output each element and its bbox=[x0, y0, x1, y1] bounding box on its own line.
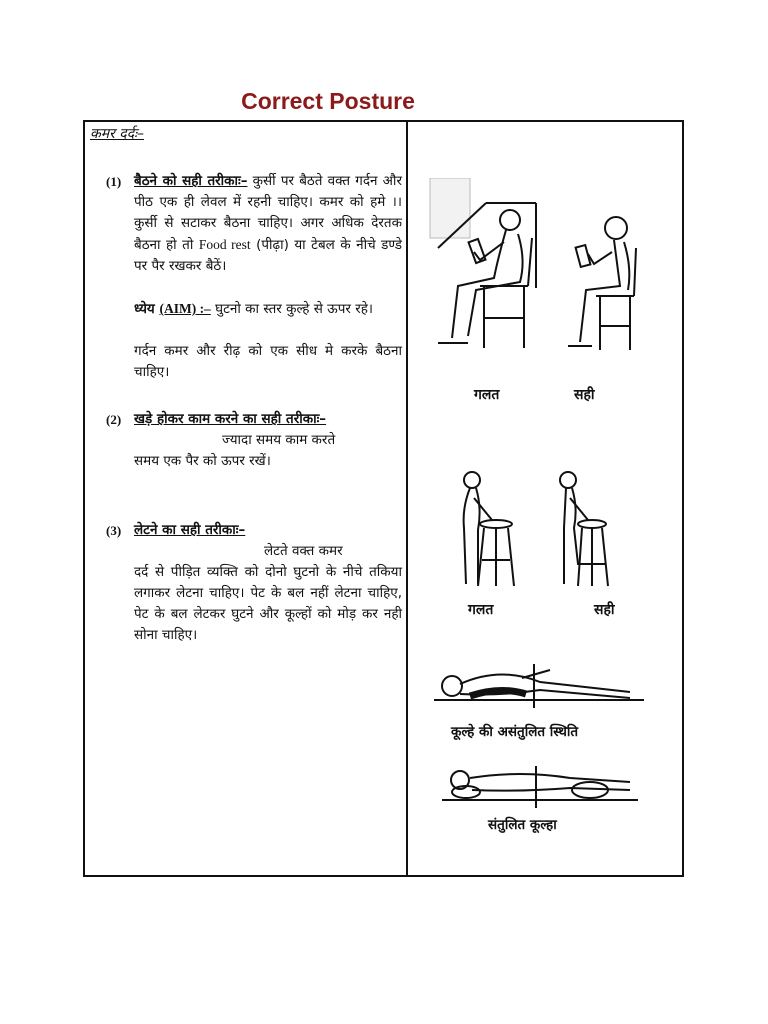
standing-title: खड़े होकर काम करने का सही तरीकाः– bbox=[134, 411, 327, 427]
sitting-text-b: (पीढ़ा) या टेबल के नीचे डण्डे पर पैर रखकर बैठें। bbox=[134, 237, 403, 274]
lying-title: लेटने का सही तरीकाः– bbox=[134, 522, 246, 538]
section-standing bbox=[90, 409, 402, 472]
lying-balanced-illustration bbox=[440, 762, 640, 812]
caption-lying-unbalanced: कूल्हे की असंतुलित स्थिति bbox=[451, 724, 579, 740]
caption-stand-right: सही bbox=[594, 602, 615, 618]
caption-sit-wrong: गलत bbox=[474, 387, 500, 403]
food-rest-text: Food rest bbox=[198, 237, 251, 252]
section-title: बैठने को सही तरीकाः– bbox=[134, 173, 248, 189]
aim-text: घुटनो का स्तर कुल्हे से ऊपर रहे। bbox=[210, 301, 374, 317]
sitting-paragraph bbox=[134, 171, 402, 277]
sitting-posture-illustration bbox=[428, 178, 648, 358]
column-divider bbox=[406, 120, 408, 877]
page-title: Correct Posture bbox=[241, 88, 415, 114]
caption-stand-wrong: गलत bbox=[468, 602, 494, 618]
aim-paragraph bbox=[134, 298, 402, 320]
sitting-text-a: कुर्सी पर बैठते वक्त गर्दन और पीठ एक ही लेवल में रहनी चाहिए। कमर को हमे ।। कुर्सी से सटाकर बैठना चाहिए। अगर अधिक देरतक बैठना हो तो bbox=[134, 173, 402, 253]
caption-lying-balanced: संतुलित कूल्हा bbox=[488, 817, 557, 833]
standing-text: समय एक पैर को ऊपर रखें। bbox=[134, 453, 271, 469]
standing-posture-illustration bbox=[448, 468, 618, 593]
section-number: (1) bbox=[106, 174, 122, 189]
alignment-note: गर्दन कमर और रीढ़ को एक सीध मे करके बैठना चाहिए। bbox=[134, 343, 402, 380]
section-lying bbox=[90, 520, 402, 646]
lying-text: दर्द से पीड़ित व्यक्ति को दोनो घुटनो के नीचे तकिया लगाकर लेटना चाहिए। पेट के बल नहीं लेटना चाहिए, पेट के बल लेटकर घुटने और कूल्हों को मोड़ कर नही सोना चाहिए। bbox=[134, 564, 402, 643]
caption-sit-right: सही bbox=[574, 387, 595, 403]
section-number: (2) bbox=[106, 412, 122, 427]
section-number: (3) bbox=[106, 523, 122, 538]
text-column bbox=[90, 124, 402, 646]
section-sitting bbox=[90, 171, 402, 383]
lying-text-indent: लेटते वक्त कमर bbox=[264, 543, 343, 559]
section-heading: कमर दर्दः– bbox=[90, 126, 144, 142]
standing-text-indent: ज्यादा समय काम करते bbox=[222, 432, 336, 448]
aim-label: ध्येय (AIM) :– bbox=[134, 301, 211, 317]
lying-unbalanced-illustration bbox=[430, 656, 648, 716]
